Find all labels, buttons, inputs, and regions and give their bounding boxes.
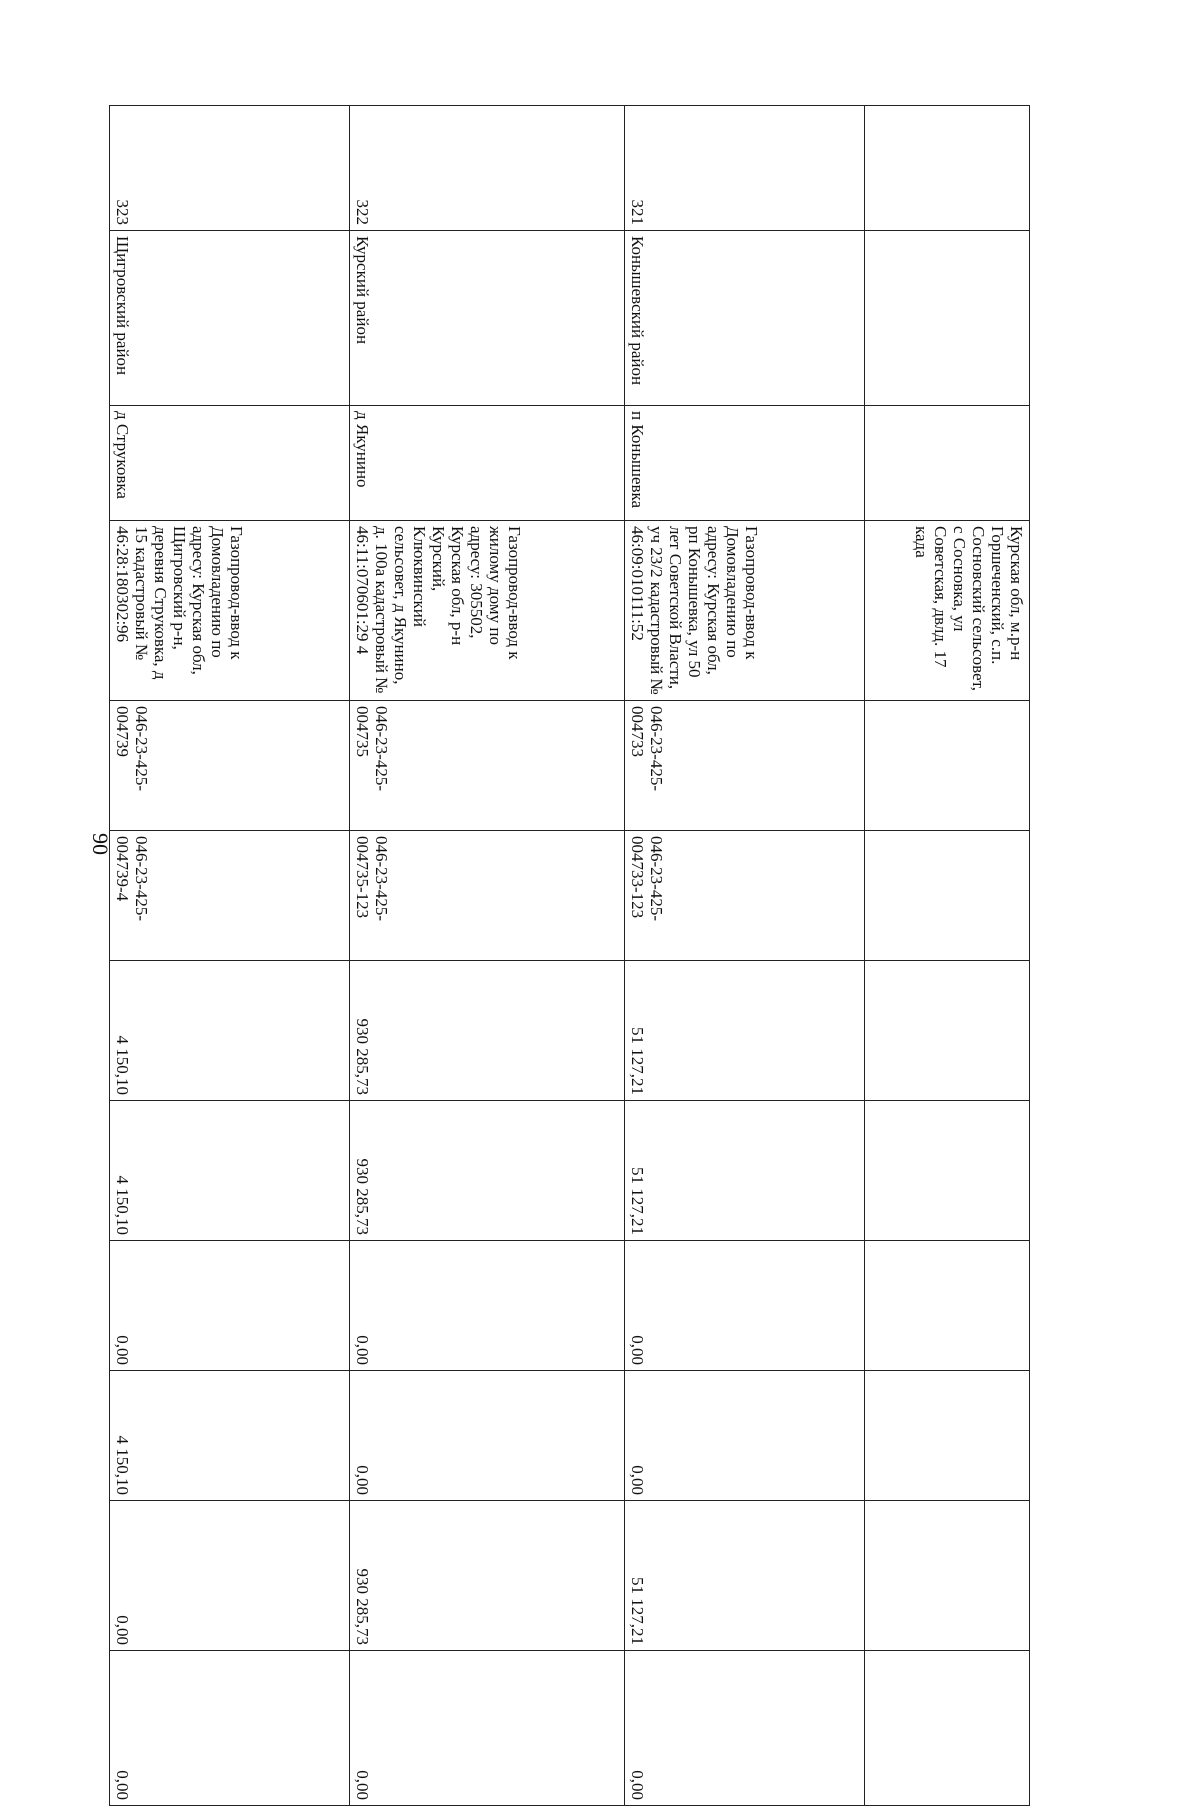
value-cell: 51 127,21 [625, 1501, 865, 1651]
value-cell: 0,00 [350, 1651, 625, 1806]
register-table-wrapper [110, 105, 1030, 1800]
description-cell: Газопровод-ввод к жилому дому по адресу: 305502, Курская обл, р-н Курский, Клюквинский сельсовет, д Якунино, д. 100а кадастровый № 46:11:070601:29 4 [350, 521, 625, 701]
page-number: 90 [88, 833, 113, 855]
value-cell: 0,00 [625, 1241, 865, 1371]
row-number: 322 [350, 106, 625, 231]
value-cell [865, 1371, 1030, 1501]
code-cell [865, 701, 1030, 831]
value-cell: 51 127,21 [625, 1101, 865, 1241]
code-sub-cell [865, 831, 1030, 961]
value-cell: 930 285,73 [350, 1501, 625, 1651]
table-row [625, 106, 865, 1806]
description-cell: Газопровод-ввод к Домовладению по адресу: Курская обл, Щигровский р-н, деревня Струковка, д 15 кадастровый № 46:28:180302:96 [110, 521, 350, 701]
value-cell: 0,00 [110, 1501, 350, 1651]
code-sub-cell: 046-23-425-004733-123 [625, 831, 865, 961]
district-cell: Курский район [350, 231, 625, 406]
table-row [350, 106, 625, 1806]
value-cell [865, 1651, 1030, 1806]
value-cell: 4 150,10 [110, 961, 350, 1101]
row-number: 321 [625, 106, 865, 231]
settlement-cell: д Якунино [350, 406, 625, 521]
value-cell: 930 285,73 [350, 1101, 625, 1241]
value-cell: 0,00 [350, 1241, 625, 1371]
value-cell: 4 150,10 [110, 1101, 350, 1241]
district-cell: Конышевский район [625, 231, 865, 406]
value-cell: 0,00 [625, 1651, 865, 1806]
district-cell: Щигровский район [110, 231, 350, 406]
settlement-cell: д Струковка [110, 406, 350, 521]
value-cell [865, 1501, 1030, 1651]
code-cell: 046-23-425-004739 [110, 701, 350, 831]
code-sub-cell: 046-23-425-004735-123 [350, 831, 625, 961]
value-cell: 0,00 [110, 1241, 350, 1371]
value-cell: 51 127,21 [625, 961, 865, 1101]
code-cell: 046-23-425-004735 [350, 701, 625, 831]
settlement-cell: п Конышевка [625, 406, 865, 521]
value-cell [865, 961, 1030, 1101]
row-number: 323 [110, 106, 350, 231]
settlement-cell [865, 406, 1030, 521]
code-sub-cell: 046-23-425-004739-4 [110, 831, 350, 961]
value-cell [865, 1101, 1030, 1241]
value-cell: 0,00 [110, 1651, 350, 1806]
row-number [865, 106, 1030, 231]
code-cell: 046-23-425-004733 [625, 701, 865, 831]
value-cell: 0,00 [625, 1371, 865, 1501]
description-cell: Газопровод-ввод к Домовладению по адресу: Курская обл, рп Конышевка, ул 50 лет Советской Власти, уч 23/2 кадастровый № 46:09:010111:52 [625, 521, 865, 701]
value-cell: 930 285,73 [350, 961, 625, 1101]
table-row [865, 106, 1030, 1806]
value-cell: 4 150,10 [110, 1371, 350, 1501]
district-cell [865, 231, 1030, 406]
register-table [109, 105, 1030, 1806]
description-cell: Курская обл, м.р-н Горшеченский, с.п. Сосновский сельсовет, с Сосновка, ул Советская, двлд. 17 када [865, 521, 1030, 701]
value-cell: 0,00 [350, 1371, 625, 1501]
table-row [110, 106, 350, 1806]
value-cell [865, 1241, 1030, 1371]
